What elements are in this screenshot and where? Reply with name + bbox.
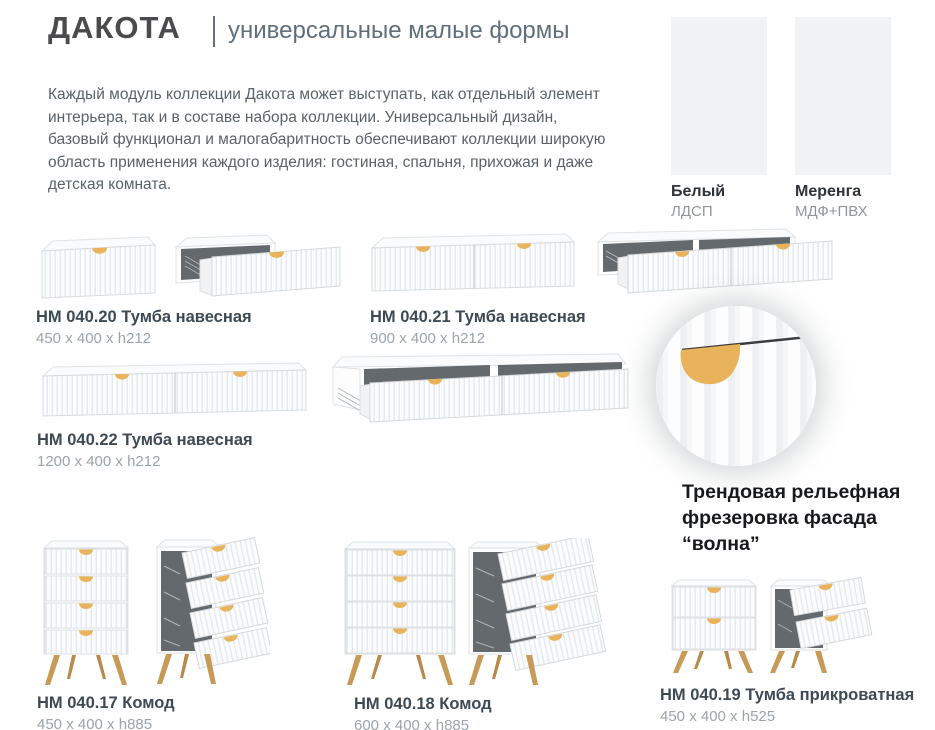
product-dimensions: 450 x 400 x h525 [660, 708, 776, 725]
product-image-040-21-open [594, 226, 836, 304]
product-image-040-18-closed [338, 538, 462, 690]
swatch-material-merenga: МДФ+ПВХ [795, 203, 868, 220]
product-image-040-21-closed [366, 230, 580, 298]
product-card-040-21 [370, 308, 586, 347]
product-image-040-19-open [766, 576, 896, 676]
product-dimensions: 1200 x 400 x h212 [37, 453, 161, 470]
material-swatch-merenga [795, 17, 891, 175]
product-dimensions: 600 x 400 x h885 [354, 717, 470, 730]
swatch-name-white: Белый [671, 183, 726, 200]
product-title: НМ 040.17 Комод [37, 694, 175, 712]
feature-caption: Трендовая рельефная фрезеровка фасада “волна” [682, 481, 901, 555]
collection-title: ДАКОТА [48, 10, 181, 45]
material-swatch-white [671, 17, 767, 175]
product-image-040-18-open [464, 538, 610, 690]
product-dimensions: 900 x 400 x h212 [370, 330, 486, 347]
product-card-040-20 [36, 308, 252, 347]
product-image-040-17-open [152, 536, 270, 690]
product-title: НМ 040.19 Тумба прикроватная [660, 686, 915, 704]
product-title: НМ 040.20 Тумба навесная [36, 308, 252, 326]
intro-paragraph: Каждый модуль коллекции Дакота может выступать, как отдельный элемент интерьера, так и в составе набора коллекции. Универсальный дизайн, базовый функционал и малогабаритность обеспечивают коллекции широкую область применения каждого изделия: гостиная, спальня, прихожая и даже детская комната. [48, 86, 606, 193]
product-title: НМ 040.21 Тумба навесная [370, 308, 586, 326]
product-image-040-20-open [172, 230, 344, 304]
collection-subtitle: универсальные малые формы [228, 17, 570, 44]
product-title: НМ 040.22 Тумба навесная [37, 431, 253, 449]
product-image-040-19-closed [666, 576, 762, 676]
product-card-040-18 [354, 695, 492, 730]
product-dimensions: 450 x 400 x h212 [36, 330, 152, 347]
swatch-name-merenga: Меренга [795, 183, 862, 200]
product-image-040-20-closed [36, 232, 160, 304]
product-image-040-22-open [330, 352, 632, 434]
product-image-040-22-closed [38, 360, 310, 422]
product-dimensions: 450 x 400 x h885 [37, 716, 153, 730]
title-divider-bar [213, 16, 215, 47]
product-card-040-19 [660, 686, 914, 725]
product-card-040-22 [37, 431, 253, 470]
product-image-040-17-closed [37, 536, 135, 690]
product-card-040-17 [37, 694, 175, 730]
product-title: НМ 040.18 Комод [354, 695, 492, 713]
swatch-material-white: ЛДСП [671, 203, 713, 220]
facade-detail-photo [656, 306, 816, 466]
